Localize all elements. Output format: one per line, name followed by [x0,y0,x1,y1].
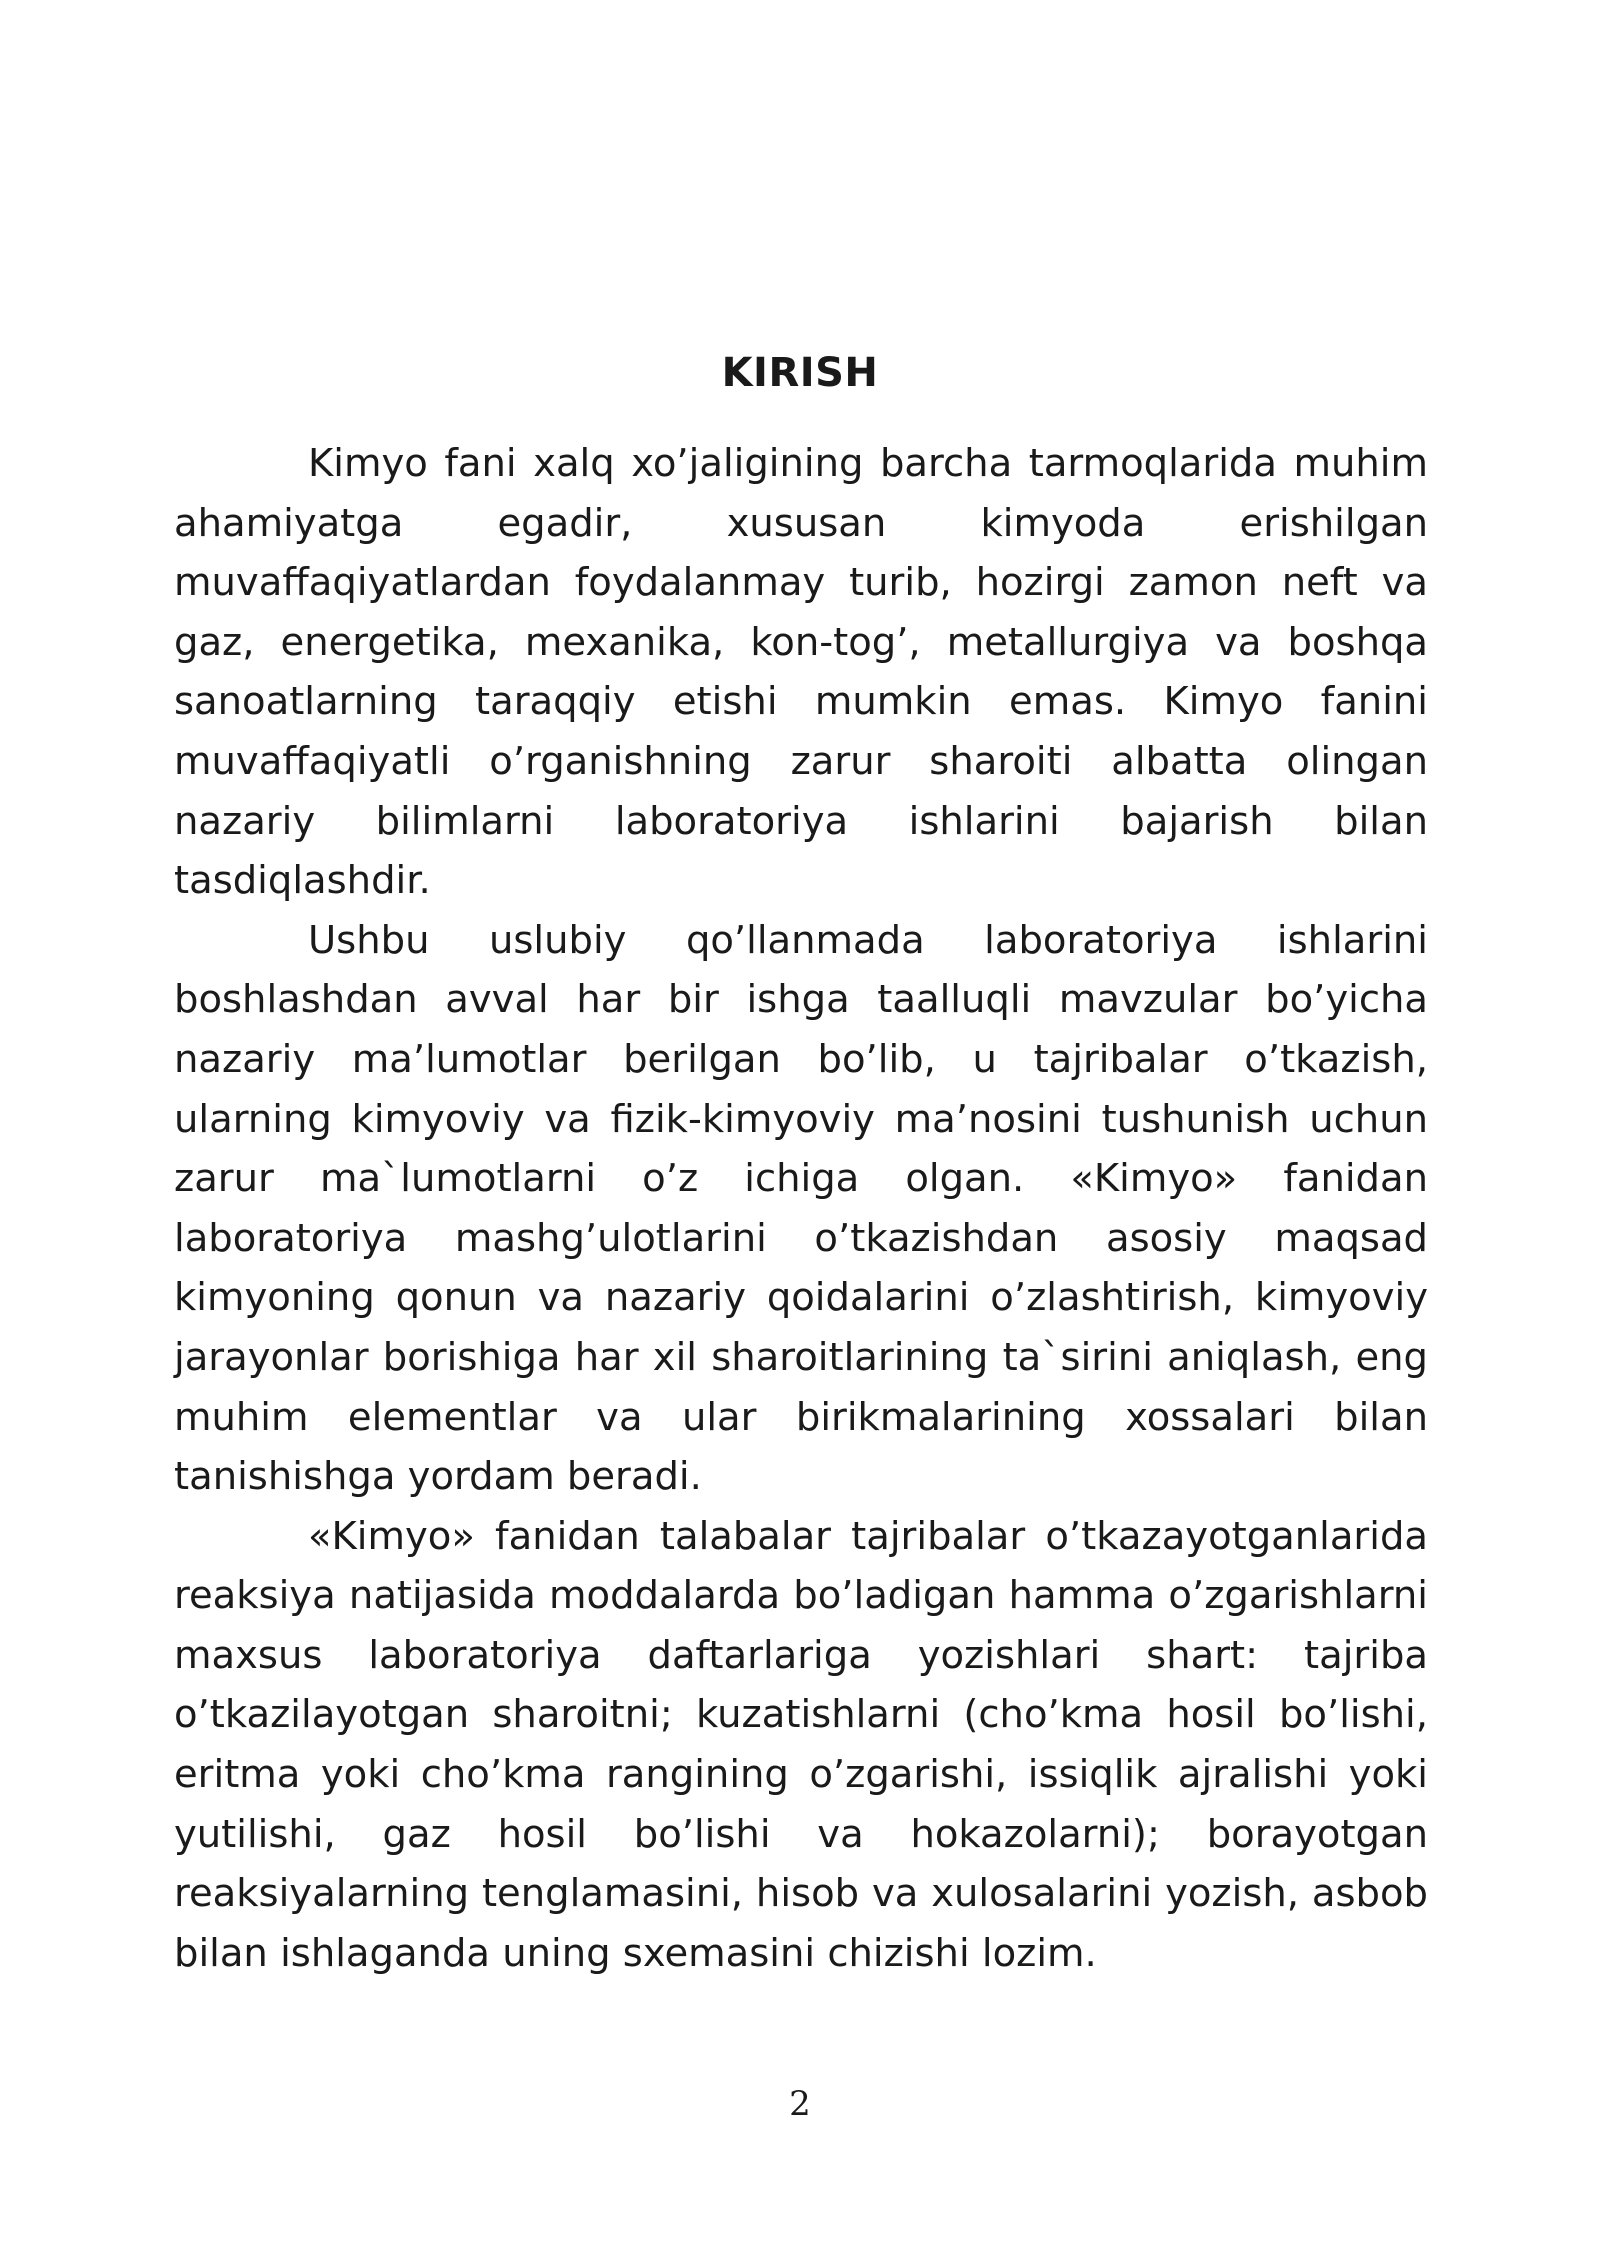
paragraph-1: Kimyo fani xalq xo’jaligining barcha tarmoqlarida muhim ahamiyatga egadir, xususan kimyoda erishilgan muvaffaqiyatlardan foydalanmay turib, hozirgi zamon neft va gaz, energetika, mexanika, kon-tog’, metallurgiya va boshqa sanoatlarning taraqqiy etishi mumkin emas. Kimyo fanini muvaffaqiyatli o’rganishning zarur sharoiti albatta olingan nazariy bilimlarni laboratoriya ishlarini bajarish bilan tasdiqlashdir. [174,441,1428,904]
paragraph-2: Ushbu uslubiy qo’llanmada laboratoriya ishlarini boshlashdan avval har bir ishga taalluqli mavzular bo’yicha nazariy ma’lumotlar berilgan bo’lib, u tajribalar o’tkazish, ularning kimyoviy va fizik-kimyoviy ma’nosini tushunish uchun zarur ma`lumotlarni o’z ichiga olgan. «Kimyo» fanidan laboratoriya mashg’ulotlarini o’tkazishdan asosiy maqsad kimyoning qonun va nazariy qoidalarini o’zlashtirish, kimyoviy jarayonlar borishiga har xil sharoitlarining ta`sirini aniqlash, eng muhim elementlar va ular birikmalarining xossalari bilan tanishishga yordam beradi. [174,917,1428,1500]
page-title: KIRISH [721,349,879,396]
page-number: 2 [789,2084,811,2124]
paragraph-3: «Kimyo» fanidan talabalar tajribalar o’tkazayotganlarida reaksiya natijasida moddalarda bo’ladigan hamma o’zgarishlarni maxsus laboratoriya daftarlariga yozishlari shart: tajriba o’tkazilayotgan sharoitni; kuzatishlarni (cho’kma hosil bo’lishi, eritma yoki cho’kma rangining o’zgarishi, issiqlik ajralishi yoki yutilishi, gaz hosil bo’lishi va hokazolarni); borayotgan reaksiyalarning tenglamasini, hisob va xulosalarini yozish, asbob bilan ishlaganda uning sxemasini chizishi lozim. [174,1513,1428,1976]
body-text [174,434,1428,1983]
